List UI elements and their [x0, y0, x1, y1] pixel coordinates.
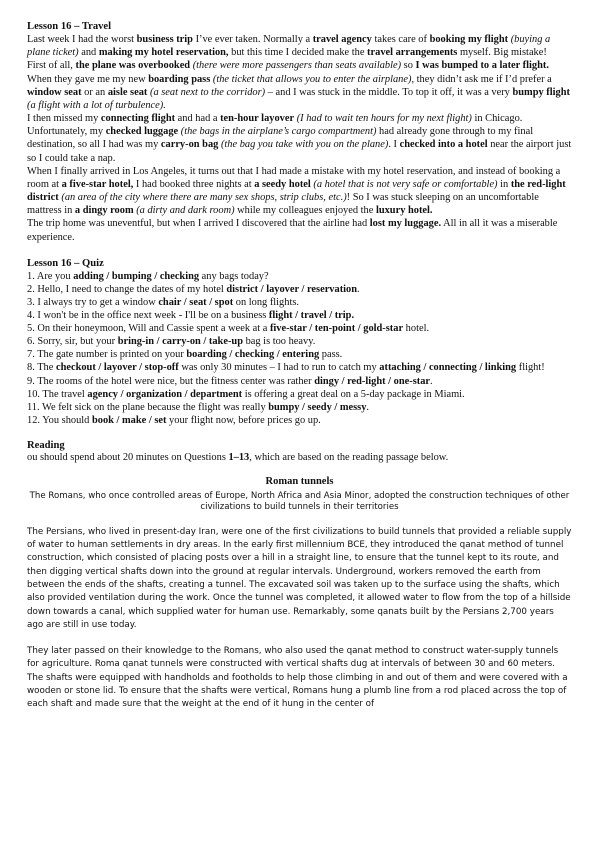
bold-term: boarding pass — [148, 73, 211, 85]
text-run: 1. Are you — [27, 270, 74, 282]
quiz-heading: Lesson 16 – Quiz — [27, 257, 104, 269]
bold-term: a dingy room — [74, 205, 134, 217]
text-run: pass. — [319, 349, 343, 361]
bold-term: making my hotel reservation, — [98, 47, 229, 59]
text-run: any bags today? — [199, 270, 269, 282]
text-run: I then missed my — [27, 113, 101, 125]
text-run: ou should spend about 20 minutes on Questions — [27, 451, 229, 463]
bold-term: travel agency — [312, 34, 372, 46]
passage-subtitle: The Romans, who once controlled areas of Europe, North Africa and Asia Minor, adopted the construction techniques of other civilizations to build tunnels in their territories — [29, 490, 570, 513]
text-run: on long flights. — [233, 296, 299, 308]
bold-term: the plane was overbooked — [75, 60, 191, 72]
quiz-item — [27, 283, 572, 296]
text-run: 7. The gate number is printed on your — [27, 349, 187, 361]
bold-term: district / layover / reservation — [226, 283, 358, 295]
reading-intro — [27, 451, 572, 464]
bold-term: a seedy hotel — [254, 178, 311, 190]
reading-section — [27, 440, 572, 712]
quiz-item — [27, 401, 572, 414]
bold-term: luxury hotel. — [375, 205, 433, 217]
bold-term: dingy / red-light / one-star — [314, 375, 431, 387]
text-run: When I finally arrived in Los Angeles, it turns out that I had made a mistake with my hotel reservation, and instead of booking a room at — [27, 165, 561, 190]
text-run: hotel. — [403, 323, 430, 335]
text-run: or an — [81, 86, 108, 98]
text-run: 10. The travel — [27, 388, 88, 400]
bold-term: checked luggage — [105, 126, 179, 138]
bold-term: ten-hour layover — [220, 113, 295, 125]
lesson-paragraph — [27, 33, 572, 59]
text-run: myself. Big mistake! — [457, 47, 547, 59]
text-run: ! So I was stuck sleeping on an uncomfortable mattress in — [27, 192, 539, 217]
text-run: and — [78, 47, 99, 59]
lesson-paragraph — [27, 59, 572, 112]
quiz-item — [27, 388, 572, 401]
bold-term: bumpy / seedy / messy — [268, 401, 367, 413]
text-run: was only 30 minutes – I had to run to catch my — [178, 362, 380, 374]
text-run: 12. You should — [27, 414, 92, 426]
bold-term: chair / seat / spot — [158, 296, 234, 308]
bold-term: adding / bumping / checking — [73, 270, 200, 282]
bold-term: checked into a hotel — [399, 139, 488, 151]
text-run: . — [357, 283, 360, 295]
text-run: your flight now, before prices go up. — [166, 414, 321, 426]
bold-term: carry-on bag — [160, 139, 219, 151]
text-run: All in all it was a miserable experience. — [27, 218, 558, 243]
text-run: 4. I won't be in the office next week - I'll be on a business — [27, 310, 269, 322]
quiz-item — [27, 361, 572, 374]
italic-definition: (I had to wait ten hours for my next flight) — [296, 113, 472, 125]
text-run: I had booked three nights at — [133, 178, 255, 190]
text-run: 6. Sorry, sir, but your — [27, 336, 118, 348]
lesson-paragraph — [27, 217, 572, 243]
bold-term: agency / organization / department — [87, 388, 243, 400]
bold-term: bring-in / carry-on / take-up — [117, 336, 243, 348]
bold-term: boarding / checking / entering — [186, 349, 320, 361]
text-run: but this time I decided make the — [228, 47, 368, 59]
text-run: . I — [388, 139, 400, 151]
bold-term: bumpy flight — [512, 86, 570, 98]
italic-definition: (buying a plane ticket) — [27, 34, 551, 59]
text-run: flight! — [516, 362, 545, 374]
quiz-item — [27, 309, 572, 322]
quiz-item — [27, 322, 572, 335]
text-run: . — [366, 401, 370, 413]
text-run: so — [401, 60, 416, 72]
quiz-item — [27, 375, 572, 388]
lesson-paragraph — [27, 112, 572, 165]
italic-definition: (a seat next to the corridor) — [149, 86, 266, 98]
bold-term: booking my flight — [429, 34, 509, 46]
text-run: 2. Hello, I need to change the dates of my hotel — [27, 283, 227, 295]
bold-term: the red-light district — [27, 178, 566, 204]
bold-term: five-star / ten-point / gold-star — [269, 323, 404, 335]
italic-definition: (there were more passengers than seats available) — [192, 60, 402, 72]
bold-term: book / make / set — [91, 414, 167, 426]
text-run: First of all, — [27, 60, 76, 72]
reading-heading: Reading — [27, 439, 65, 451]
text-run: , which are based on the reading passage below. — [249, 451, 449, 463]
bold-term: I was bumped to a later flight. — [415, 60, 549, 72]
quiz-item — [27, 335, 572, 348]
text-run: Last week I had the worst — [27, 34, 137, 46]
bold-term: business trip — [136, 34, 193, 46]
text-run: takes care of — [371, 34, 430, 46]
lesson-paragraph — [27, 165, 572, 218]
text-run: near the airport just so I could take a nap. — [27, 139, 572, 164]
passage-paragraph: The Persians, who lived in present-day Iran, were one of the first civilizations to build tunnels that provided a reliable supply of water to human settlements in dry areas. In the early first millennium BCE, they introduced the qanat method of tunnel construction, which consisted of placing posts over a hill in a straight line, to ensure that the tunnel kept to its route, and then digging vertical shafts down into the ground at regular intervals. Underground, workers removed the earth from between the ends of the shafts, creating a tunnel. The excavated soil was taken up to the surface using the shafts, which also provided ventilation during the work. Once the tunnel was completed, it allowed water to flow from the top of a hillside down towards a canal, which supplied water for human use. Remarkably, some qanats built by the Persians 2,700 years ago are still in use today. — [27, 526, 572, 630]
text-run: When they gave me my new — [27, 73, 149, 85]
text-run: 9. The rooms of the hotel were nice, but the fitness center was rather — [27, 375, 315, 387]
passage-paragraph: They later passed on their knowledge to the Romans, who also used the qanat method to construct water-supply tunnels for agriculture. Roma qanat tunnels were constructed with vertical shafts dug at intervals of between 30 and 60 meters. The shafts were equipped with handholds and footholds to help those climbing in and out of them and were covered with a wooden or stone lid. To ensure that the shafts were vertical, Romans hung a plumb line from a rod placed across the top of each shaft and made sure that the weight at the end of it hung in the center of — [27, 646, 568, 710]
quiz-item — [27, 414, 572, 427]
text-run: , they didn’t ask me if I’d prefer a — [411, 73, 552, 85]
quiz-item — [27, 270, 572, 283]
text-run: in — [497, 178, 511, 190]
italic-definition: (a hotel that is not very safe or comfortable) — [313, 178, 498, 190]
italic-definition: (an area of the city where there are many sex shops, strip clubs, etc.) — [61, 192, 347, 204]
bold-term: aisle seat — [107, 86, 148, 98]
bold-term: attaching / connecting / linking — [379, 362, 517, 374]
text-run: 3. I always try to get a window — [27, 296, 159, 308]
text-run: bag is too heavy. — [242, 336, 316, 348]
text-run: . — [430, 375, 433, 387]
text-run: is offering a great deal on a 5-day package in Miami. — [242, 388, 465, 400]
quiz-item — [27, 296, 572, 309]
bold-term: travel arrangements — [367, 47, 458, 59]
text-run: while my colleagues enjoyed the — [234, 205, 376, 217]
text-run: and had a — [175, 113, 221, 125]
text-run: – and I was stuck in the middle. To top it off, it was a very — [265, 86, 513, 98]
text-run: 11. We felt sick on the plane because the flight was really — [27, 401, 269, 413]
bold-term: window seat — [27, 86, 82, 98]
text-run: in Chicago. Unfortunately, my — [27, 113, 523, 138]
text-run: 5. On their honeymoon, Will and Cassie spent a week at a — [27, 323, 270, 335]
lesson-section — [27, 20, 572, 244]
bold-term: connecting flight — [100, 113, 176, 125]
bold-term: 1–13 — [228, 451, 250, 463]
italic-definition: (the bags in the airplane’s cargo compartment) — [180, 126, 377, 138]
text-run: The trip home was uneventful, but when I arrived I discovered that the airline had — [27, 218, 370, 230]
passage-title: Roman tunnels — [265, 475, 334, 487]
text-run: had already gone through to my final destination, so all I had was my — [27, 126, 534, 151]
italic-definition: (a dirty and dark room) — [136, 205, 235, 217]
document-page — [27, 20, 572, 725]
text-run: I’ve ever taken. Normally a — [192, 34, 313, 46]
quiz-item — [27, 348, 572, 361]
italic-definition: (the bag you take with you on the plane) — [220, 139, 389, 151]
lesson-heading: Lesson 16 – Travel — [27, 21, 112, 32]
bold-term: a five-star hotel, — [61, 178, 134, 190]
quiz-section — [27, 257, 572, 427]
bold-term: checkout / layover / stop-off — [55, 362, 179, 374]
italic-definition: (a flight with a lot of turbulence). — [27, 99, 166, 111]
italic-definition: (the ticket that allows you to enter the airplane) — [212, 73, 412, 85]
text-run: 8. The — [27, 362, 56, 374]
bold-term: flight / travel / trip. — [268, 310, 355, 322]
bold-term: lost my luggage. — [369, 218, 442, 230]
